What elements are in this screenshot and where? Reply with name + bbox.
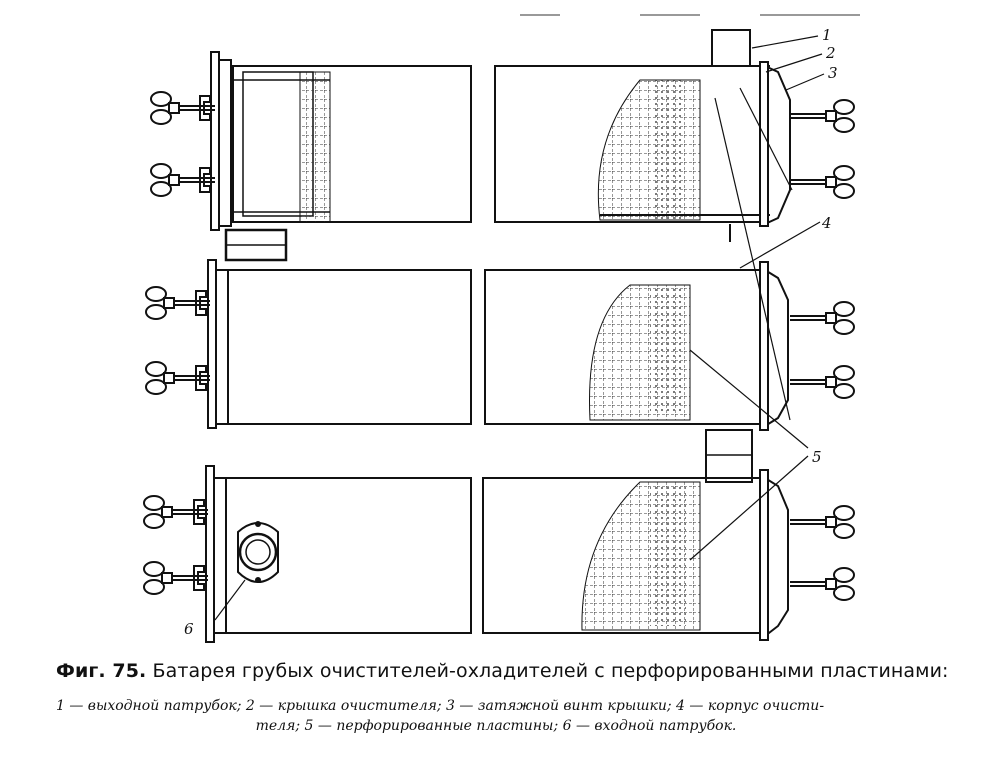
row-2 xyxy=(146,260,854,482)
figure-title: Батарея грубых очистителей-охладителей с перфорированными пластинами: xyxy=(152,660,949,682)
figure-legend xyxy=(56,696,936,736)
callout-4: 4 xyxy=(822,214,832,232)
callout-labels xyxy=(184,26,838,638)
legend-line-2: теля; 5 — перфорированные пластины; 6 — входной патрубок. xyxy=(255,718,737,734)
row-3 xyxy=(144,466,854,642)
callout-3: 3 xyxy=(828,64,838,82)
callout-5: 5 xyxy=(812,448,822,466)
figure-number: Фиг. 75. xyxy=(56,660,147,682)
callout-1: 1 xyxy=(822,26,832,44)
callout-2: 2 xyxy=(826,44,836,62)
figure-caption-title xyxy=(56,660,956,682)
callout-6: 6 xyxy=(184,620,194,638)
row-1 xyxy=(151,30,854,260)
legend-line-1: 1 — выходной патрубок; 2 — крышка очистителя; 3 — затяжной винт крышки; 4 — корпус очисти- xyxy=(56,698,825,714)
inlet-pipe xyxy=(238,521,278,583)
